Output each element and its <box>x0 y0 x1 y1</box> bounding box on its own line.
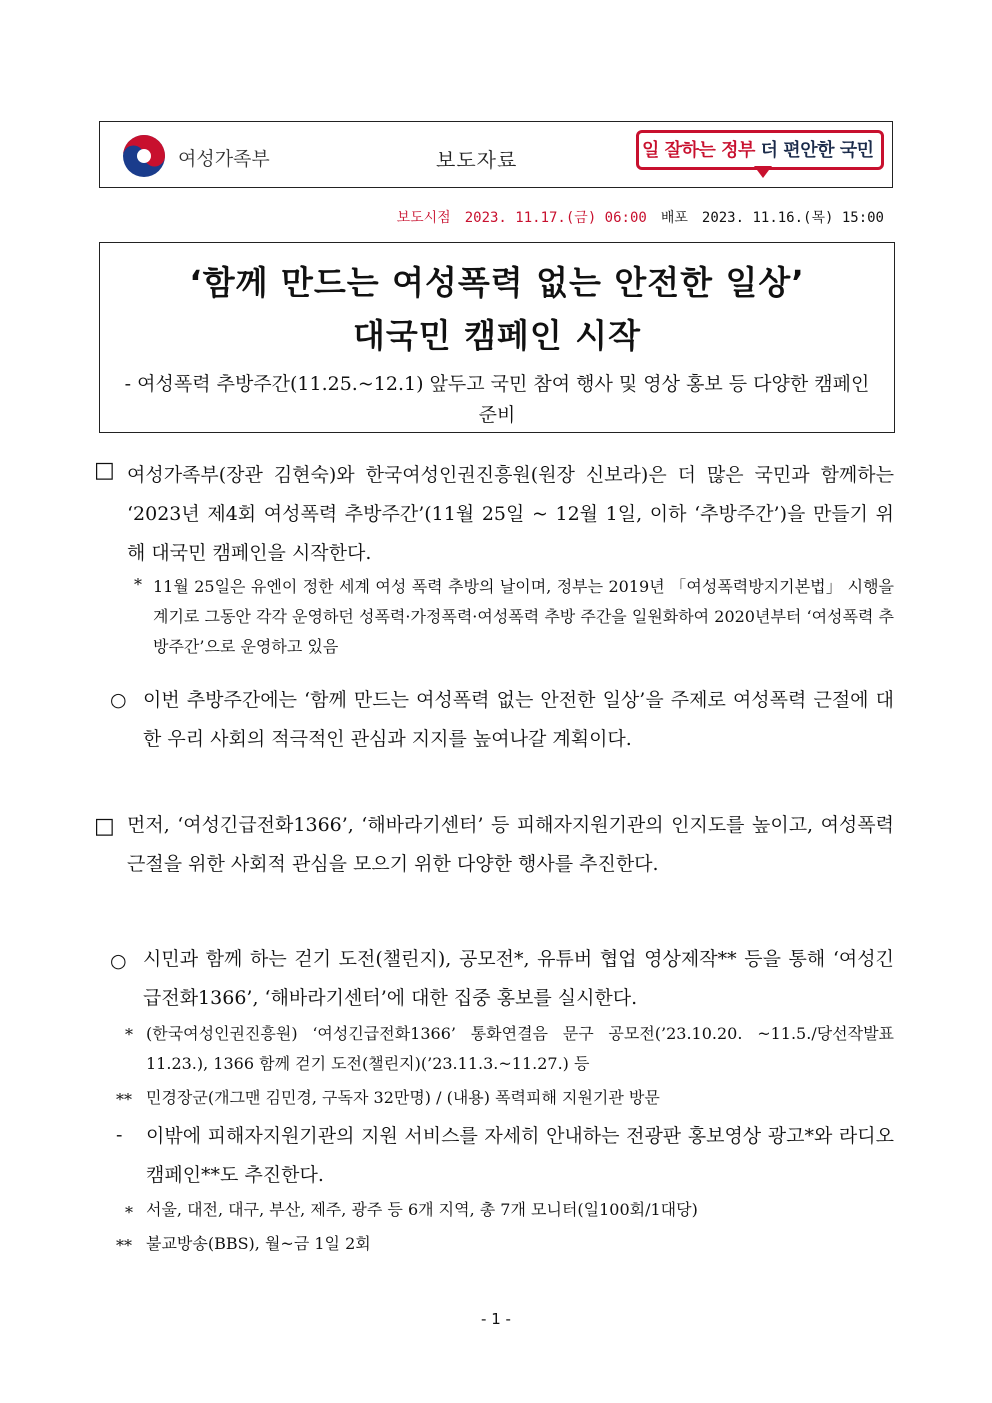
bullet-marker: ○ <box>110 689 127 711</box>
release-time: 2023. 11.17.(금) 06:00 <box>464 210 647 226</box>
distribution-label: 배포 <box>660 210 688 226</box>
slogan-dark-text: 더 편안한 국민 <box>760 140 874 161</box>
slogan-red-text: 일 잘하는 정부 <box>642 140 755 161</box>
note-marker: ** <box>116 1236 132 1255</box>
paragraph-5: 이밖에 피해자지원기관의 지원 서비스를 자세히 안내하는 전광판 홍보영상 광고*와 라디오 캠페인**도 추진한다. <box>146 1125 894 1186</box>
bullet-marker: ○ <box>110 950 127 972</box>
note-marker: ** <box>116 1090 132 1109</box>
note-marker: * <box>134 575 142 594</box>
paragraph-4: 시민과 함께 하는 걷기 도전(챌린지), 공모전*, 유튜버 협업 영상제작** 등을 통해 ‘여성긴급전화1366’, ‘해바라기센터’에 대한 집중 홍보를 실시한다. <box>143 948 894 1009</box>
dash-marker: - <box>116 1124 123 1146</box>
note-1: 11월 25일은 유엔이 정한 세계 여성 폭력 추방의 날이며, 정부는 2019년 「여성폭력방지기본법」 시행을 계기로 그동안 각각 운영하던 성폭력·가정폭력·여성폭력 추방 주간을 일원화하여 2020년부터 ‘여성폭력 추방주간’으로 운영하고 있음 <box>153 577 894 656</box>
note-5: 불교방송(BBS), 월~금 1일 2회 <box>146 1234 371 1253</box>
page-number: - 1 - <box>481 1310 511 1328</box>
note-2: (한국여성인권진흥원) ‘여성긴급전화1366’ 통화연결음 문구 공모전(’23.10.20. ~11.5./당선작발표 11.23.), 1366 함께 걷기 도전(챌린지)(’23.11.3.~11.27.) 등 <box>146 1024 894 1073</box>
note-3: 민경장군(개그맨 김민경, 구독자 32만명) / (내용) 폭력피해 지원기관 방문 <box>146 1088 660 1107</box>
paragraph-3: 먼저, ‘여성긴급전화1366’, ‘해바라기센터’ 등 피해자지원기관의 인지도를 높이고, 여성폭력 근절을 위한 사회적 관심을 모으기 위한 다양한 행사를 추진한다. <box>127 814 894 875</box>
title-box <box>99 242 895 433</box>
note-marker: * <box>125 1203 133 1222</box>
embargo-line <box>397 207 884 227</box>
distribution-time: 2023. 11.16.(목) 15:00 <box>701 210 884 226</box>
ministry-logo-icon <box>122 134 166 178</box>
subheadline: - 여성폭력 추방주간(11.25.~12.1) 앞두고 국민 참여 행사 및 영상 홍보 등 다양한 캠페인 준비 <box>124 373 870 426</box>
paragraph-2: 이번 추방주간에는 ‘함께 만드는 여성폭력 없는 안전한 일상’을 주제로 여성폭력 근절에 대한 우리 사회의 적극적인 관심과 지지를 높여나갈 계획이다. <box>143 689 894 750</box>
note-marker: * <box>125 1025 133 1044</box>
slogan-tail <box>754 166 772 178</box>
press-release-label: 보도자료 <box>436 148 518 172</box>
header-box <box>99 121 893 188</box>
headline-line-1: ‘함께 만드는 여성폭력 없는 안전한 일상’ <box>189 263 805 302</box>
ministry-name: 여성가족부 <box>178 148 270 170</box>
headline-line-2: 대국민 캠페인 시작 <box>352 316 641 355</box>
paragraph-marker: □ <box>94 458 115 483</box>
paragraph-marker: □ <box>94 814 115 839</box>
paragraph-1: 여성가족부(장관 김현숙)와 한국여성인권진흥원(원장 신보라)은 더 많은 국민과 함께하는 ‘2023년 제4회 여성폭력 추방주간’(11월 25일 ~ 12월 1일, 이하 ‘추방주간’)을 만들기 위해 대국민 캠페인을 시작한다. <box>127 464 894 564</box>
note-4: 서울, 대전, 대구, 부산, 제주, 광주 등 6개 지역, 총 7개 모니터(일100회/1대당) <box>146 1200 698 1219</box>
release-label: 보도시점 <box>396 210 451 226</box>
government-slogan <box>636 130 884 180</box>
